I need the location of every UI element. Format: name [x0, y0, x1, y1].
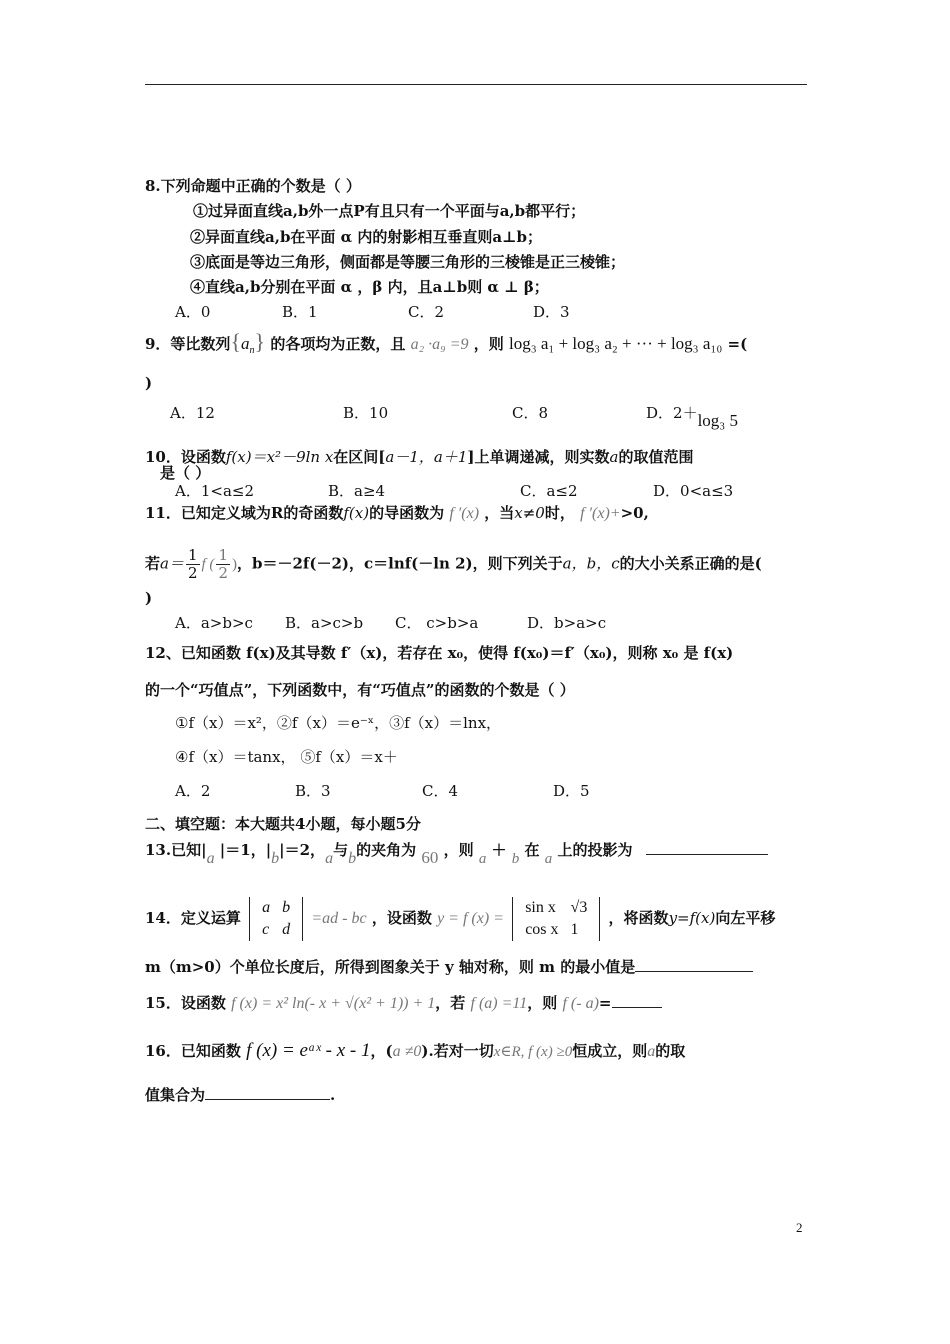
q11-f: f (: [201, 556, 215, 573]
q10-var: a: [609, 448, 619, 466]
q16-condition: a ≠0: [392, 1043, 422, 1060]
q13-vector-b-2: b: [348, 850, 357, 867]
q12-option-a: A．2: [175, 782, 211, 800]
q11-line2-b: ，b＝－2f(－2)，c＝lnf(－ln 2)，则下列关于: [236, 554, 563, 573]
q15-function: f (x) = x² ln(- x + √(x² + 1)) + 1: [231, 995, 436, 1012]
q15-stem: [145, 993, 662, 1014]
q14-definition-matrix: a b c d: [249, 897, 303, 941]
q9-equals: =(: [727, 335, 748, 353]
q15-condition: f (a) =11: [470, 995, 528, 1012]
q11-a-equals: a＝: [160, 554, 184, 573]
q8-option-d: D．3: [533, 303, 570, 321]
q14-e: 向左平移: [715, 909, 776, 927]
q14-answer-blank[interactable]: [635, 971, 753, 972]
q8-option-a: A．0: [175, 303, 211, 321]
page-number: 2: [796, 1220, 803, 1235]
q9-option-b: B．10: [343, 404, 389, 422]
q14-b: ，设函数: [371, 909, 432, 927]
q12-functions-1: ①f（x）＝x²，②f（x）＝e⁻ˣ，③f（x）＝lnx，: [175, 714, 502, 732]
q11-line-1: [145, 503, 649, 524]
q13-c: |＝2，: [279, 841, 326, 859]
q13-plus: ＋: [491, 841, 507, 859]
q15-b: ，若: [435, 994, 466, 1012]
q10-stem-c: ]上单调递减，则实数: [467, 448, 610, 466]
q14-line-2: [145, 957, 753, 977]
q11-derivative-2: f ′(x)+: [580, 505, 621, 522]
q11-line1-d: 时，: [544, 504, 575, 522]
q10-option-c: C．a≤2: [520, 482, 578, 500]
q10-stem-b: 在区间[: [333, 448, 386, 466]
q16-line-2: [145, 1085, 335, 1105]
q11-line2-a: 若: [145, 554, 161, 573]
q13-angle: 60: [421, 848, 439, 867]
q10-option-a: A．1<a≤2: [175, 482, 254, 500]
q11-option-b: B．a>c>b: [285, 614, 364, 632]
q8-item-2: ②异面直线a,b在平面 α 内的射影相互垂直则a⊥b；: [190, 228, 543, 246]
q8-item-1: ①过异面直线a,b外一点P有且只有一个平面与a,b都平行；: [193, 202, 586, 220]
q16-condition-2: x∈R, f (x) ≥0: [493, 1044, 573, 1060]
q14-function-matrix: sin x √3 cos x 1: [512, 897, 600, 941]
q15-c: ，则: [527, 994, 558, 1012]
q12-option-d: D．5: [553, 782, 590, 800]
q9-then: ，则: [473, 335, 504, 353]
q14-a: 14．定义运算: [145, 909, 241, 927]
q9-condition: a₂ ·a₉ =9: [410, 336, 469, 353]
q16-function: f (x) = eᵃˣ - x - 1: [246, 1040, 371, 1061]
q12-option-c: C．4: [422, 782, 459, 800]
q14-line-2-text: m（m>0）个单位长度后，所得到图象关于 y 轴对称，则 m 的最小值是: [145, 958, 636, 976]
q14-c: ，将函数: [608, 909, 669, 927]
q10-function: f(x)＝x²－9ln x: [225, 448, 334, 466]
q16-c: ).若对一切: [421, 1042, 494, 1060]
q10-stem-tail: 是（ ）: [160, 464, 211, 482]
q13-h: 在: [524, 841, 540, 859]
q16-answer-blank[interactable]: [205, 1099, 330, 1100]
q10-stem-a: 10．设函数: [145, 448, 226, 466]
q12-line-1: 12、已知函数 f(x)及其导数 f′（x)，若存在 x₀，使得 f(x₀)＝f′（x₀)，则称 x₀ 是 f(x): [145, 644, 734, 662]
q13-a: 13.已知|: [145, 841, 207, 859]
q13-vector-a-4: a: [544, 851, 553, 867]
q16-var: a: [647, 1043, 656, 1060]
q9-option-d-log: log₃ 5: [697, 411, 738, 430]
q10-stem: [145, 447, 693, 467]
q8-option-c: C．2: [408, 303, 445, 321]
q16-a: 16．已知函数: [145, 1042, 241, 1060]
section-fill-in-title: 二、填空题：本大题共4小题，每小题5分: [145, 815, 421, 833]
q15-answer-blank[interactable]: [612, 1007, 662, 1008]
q9-prefix: 9．等比数列: [145, 335, 231, 353]
q11-option-a: A．a>b>c: [175, 614, 253, 632]
q12-line-2: 的一个“巧值点”，下列函数中，有“巧值点”的函数的个数是（ ）: [145, 681, 575, 699]
q13-answer-blank[interactable]: [646, 854, 768, 855]
q9-mid: 的各项均为正数，且: [270, 335, 406, 353]
q13-d: 与: [333, 841, 349, 859]
q10-option-b: B．a≥4: [328, 482, 386, 500]
q9-option-d-label: D．2＋: [646, 404, 698, 422]
q13-stem: [145, 840, 768, 867]
q15-ask: f (- a): [562, 995, 599, 1012]
q11-line1-c: ，当: [484, 504, 515, 522]
q9-close: ): [145, 374, 153, 392]
q13-vector-a-3: a: [478, 851, 487, 867]
q11-line2-c: 的大小关系正确的是(: [619, 554, 762, 573]
q13-e: 的夹角为: [356, 841, 417, 859]
q9-option-c: C．8: [512, 404, 549, 422]
header-rule: [145, 84, 807, 85]
q12-functions-2: ④f（x）＝tanx， ⑤f（x）＝x＋: [175, 748, 398, 766]
q16-stem: [145, 1041, 685, 1062]
q16-end: .: [330, 1086, 336, 1104]
q11-line-2: 若a＝ $\frac{1}{2}$ f ( $\frac{1}{2}$ )，b＝－2f(－2)，c＝lnf(－ln 2)，则下列关于a，b，c的大小关系正确的是(: [145, 546, 762, 582]
q15-a: 15．设函数: [145, 994, 226, 1012]
q11-fraction-arg: $\frac{1}{2}$: [218, 546, 228, 582]
q8-item-3: ③底面是等边三角形，侧面都是等腰三角形的三棱锥是正三棱锥；: [190, 253, 626, 271]
q14-function: y = f (x) =: [437, 910, 504, 927]
q11-fx: f(x): [343, 504, 370, 522]
q16-d: 恒成立，则: [572, 1042, 648, 1060]
q11-line1-a: 11．已知定义域为R的奇函数: [145, 504, 344, 522]
q13-f: ，则: [443, 841, 474, 859]
q13-vector-a: a: [206, 850, 215, 867]
q8-item-4: ④直线a,b分别在平面 α ，β 内，且a⊥b则 α ⊥ β；: [190, 278, 549, 296]
q9-option-d: [646, 403, 738, 430]
q11-option-d: D．b>a>c: [527, 614, 607, 632]
q11-option-c: C． c>b>a: [395, 614, 479, 632]
q16-b: ，(: [370, 1042, 393, 1060]
q9-seq: a: [241, 334, 250, 353]
q15-d: =: [598, 994, 612, 1012]
q14-stem: [145, 893, 775, 944]
q11-vars: a，b，c: [562, 554, 620, 573]
q10-interval: a－1，a＋1: [385, 448, 468, 466]
q11-fraction: $\frac{1}{2}$: [187, 546, 198, 582]
q9-seq-sub: n: [249, 345, 255, 356]
q9-option-a: A．12: [170, 404, 215, 422]
q13-b: |＝1，|: [219, 841, 272, 859]
q8-stem: 8.下列命题中正确的个数是（ ）: [145, 177, 361, 195]
q13-vector-b: b: [271, 850, 280, 867]
q11-line1-b: 的导函数为: [369, 504, 445, 522]
q9-expression: log₃ a₁ + log₃ a₂ + ··· + log₃ a₁₀: [508, 334, 723, 353]
q10-stem-d: 的取值范围: [618, 448, 694, 466]
q13-vector-a-2: a: [325, 850, 334, 867]
q16-e: 的取: [655, 1042, 686, 1060]
q12-option-b: B．3: [295, 782, 331, 800]
q9-stem: 9．等比数列$\{a_n\}$ 的各项均为正数，且 a₂ ·a₉ =9 ，则 log₃ a₁ + log₃ a₂ + ··· + log₃ a₁₀ =(: [145, 329, 748, 356]
q8-option-b: B．1: [282, 303, 318, 321]
q16-line-2-text: 值集合为: [145, 1086, 206, 1104]
q11-close: ): [145, 589, 153, 607]
q14-d: y=f(x): [668, 909, 716, 927]
q14-rhs: =ad - bc: [311, 910, 367, 927]
q13-vector-b-3: b: [511, 851, 520, 867]
q11-line1-e: >0,: [620, 504, 649, 522]
q11-derivative: f ′(x): [449, 505, 480, 522]
q11-condition: x≠0: [514, 504, 545, 522]
q13-i: 上的投影为: [557, 841, 633, 859]
q10-option-d: D．0<a≤3: [653, 482, 734, 500]
